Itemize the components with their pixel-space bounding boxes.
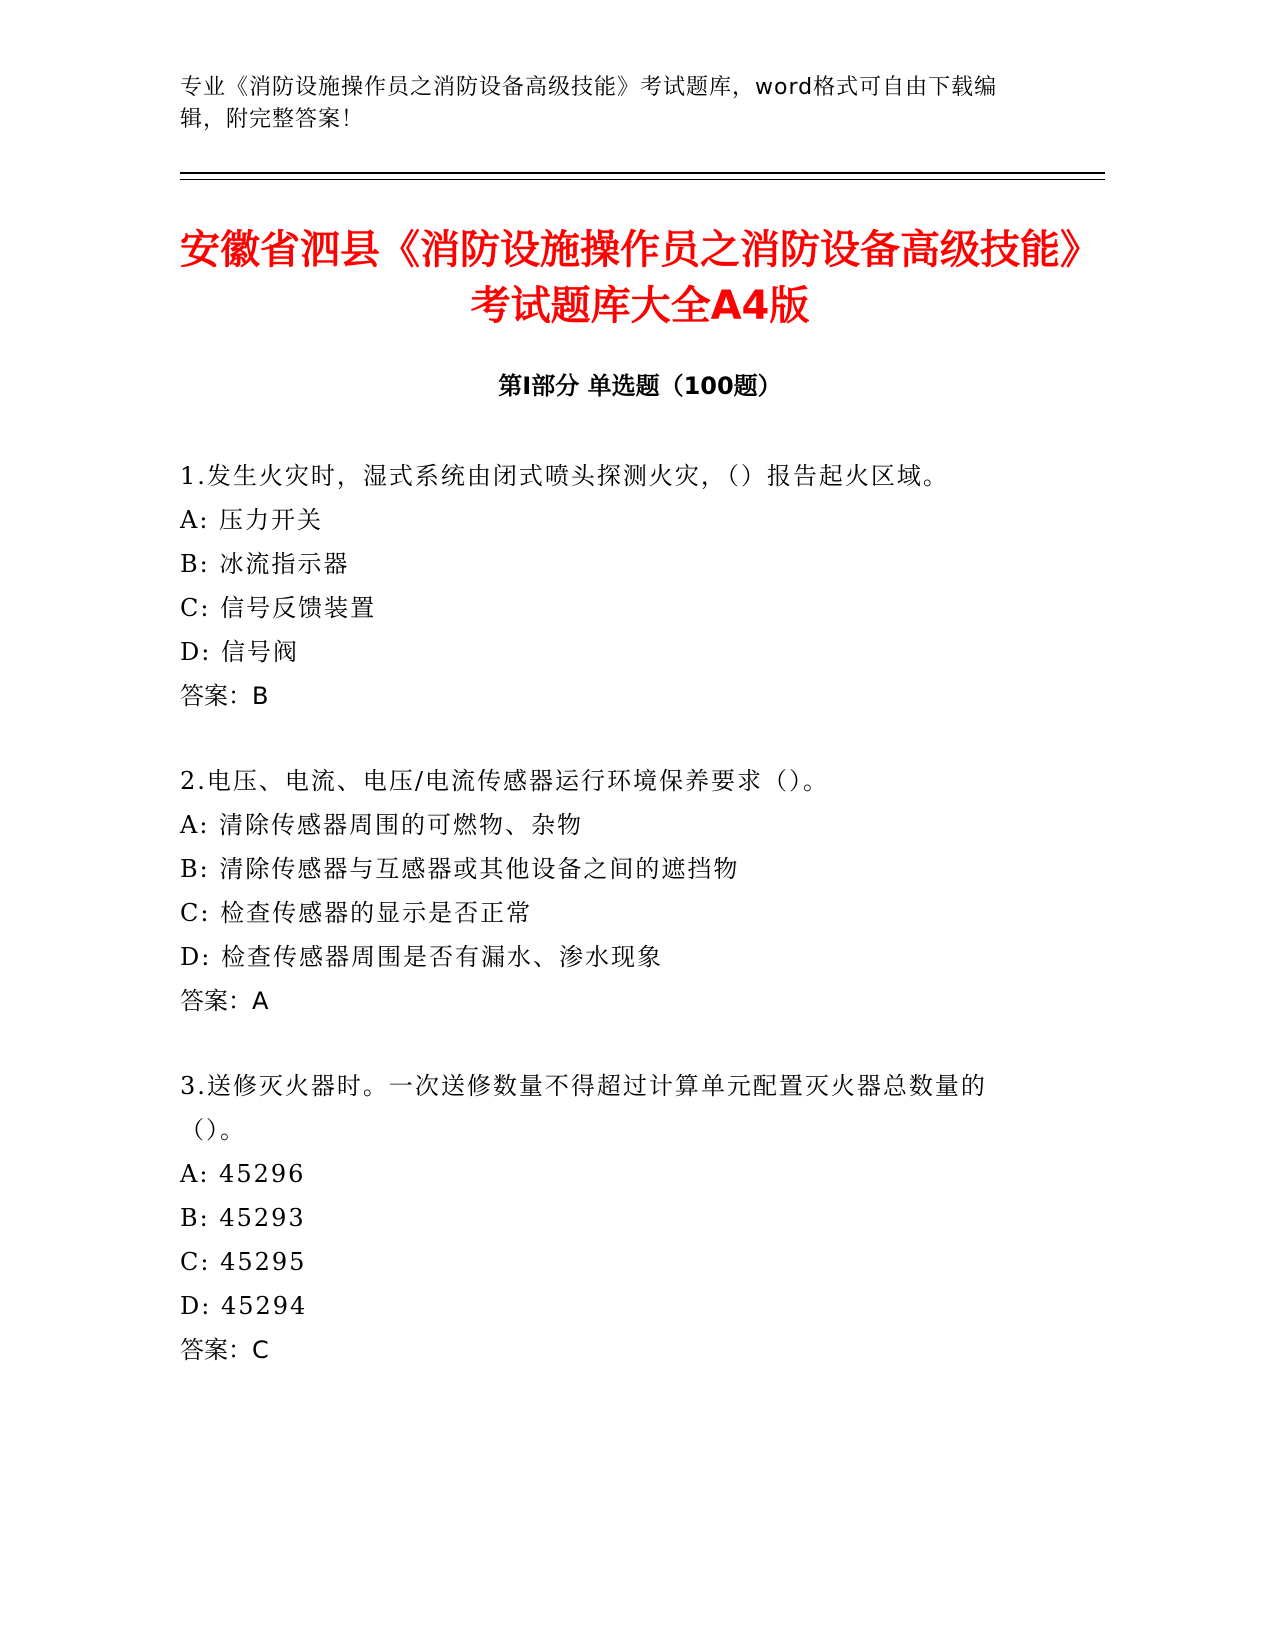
option-a: A: 压力开关 (180, 506, 324, 534)
answer-line: 答案：C (180, 1336, 269, 1364)
question-stem: 2.电压、电流、电压/电流传感器运行环境保养要求（）。 (180, 767, 829, 795)
option-a: A: 清除传感器周围的可燃物、杂物 (180, 811, 584, 839)
option-a: A: 45296 (180, 1160, 306, 1188)
document-title: 安徽省泗县《消防设施操作员之消防设备高级技能》考试题库大全A4版 (180, 227, 1100, 329)
option-c: C: 信号反馈装置 (180, 594, 377, 622)
option-b: B: 45293 (180, 1204, 306, 1232)
option-d: D: 信号阀 (180, 638, 299, 666)
question-block (180, 1064, 1030, 1372)
option-b: B: 冰流指示器 (180, 550, 350, 578)
option-c: C: 45295 (180, 1248, 307, 1276)
answer-line: 答案：A (180, 987, 269, 1015)
header-divider-thick (180, 172, 1105, 174)
question-block (180, 454, 1030, 718)
header-note: 专业《消防设施操作员之消防设备高级技能》考试题库，word格式可自由下载编辑，附完整答案！ (180, 75, 998, 132)
question-stem: 3.送修灭火器时。一次送修数量不得超过计算单元配置灭火器总数量的（）。 (180, 1072, 987, 1144)
answer-line: 答案：B (180, 682, 269, 710)
option-c: C: 检查传感器的显示是否正常 (180, 899, 533, 927)
option-b: B: 清除传感器与互感器或其他设备之间的遮挡物 (180, 855, 740, 883)
question-stem: 1.发生火灾时，湿式系统由闭式喷头探测火灾，（）报告起火区域。 (180, 462, 949, 490)
section-heading: 第I部分 单选题（100题） (498, 372, 782, 400)
question-block (180, 759, 1030, 1023)
option-d: D: 检查传感器周围是否有漏水、渗水现象 (180, 943, 663, 971)
header-divider-thin (180, 179, 1105, 180)
option-d: D: 45294 (180, 1292, 308, 1320)
